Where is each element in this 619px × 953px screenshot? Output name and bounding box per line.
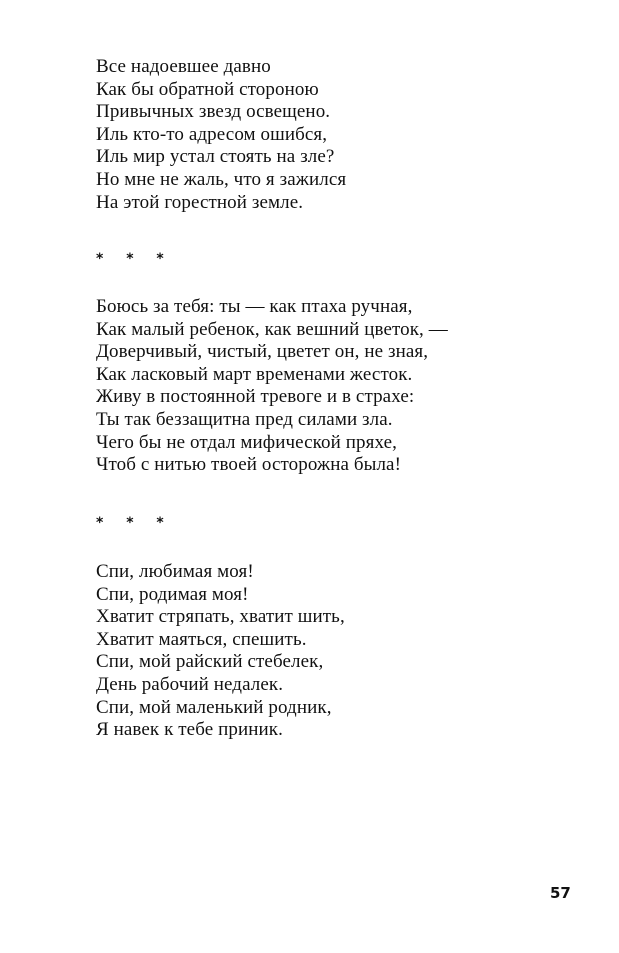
poem-line: Хватит стряпать, хватит шить, xyxy=(96,606,345,628)
poem-line: Чтоб с нитью твоей осторожна была! xyxy=(96,454,402,476)
poem-line: Иль кто-то адресом ошибся, xyxy=(96,123,328,145)
page-number: 57 xyxy=(550,884,571,902)
poem-line: Спи, мой маленький родник, xyxy=(96,696,332,718)
poem-line: Иль мир устал стоять на зле? xyxy=(96,146,335,168)
poem-line: День рабочий недалек. xyxy=(96,673,284,695)
poem-line: Спи, родимая моя! xyxy=(96,583,249,605)
poem-line: Спи, любимая моя! xyxy=(96,561,254,582)
poem-line: Все надоевшее давно xyxy=(96,56,271,77)
poem-line: Как малый ребенок, как вешний цветок, — xyxy=(96,318,448,340)
poem-2 xyxy=(96,296,448,477)
poem-line: Хватит маяться, спешить. xyxy=(96,628,307,650)
poem-line: Спи, мой райский стебелек, xyxy=(96,651,324,673)
poem-1 xyxy=(96,56,346,214)
poem-3 xyxy=(96,561,345,742)
poem-line: На этой горестной земле. xyxy=(96,191,304,213)
poem-line: Живу в постоянной тревоге и в страхе: xyxy=(96,386,415,408)
poem-line: Как ласковый март временами жесток. xyxy=(96,363,413,385)
poem-line: Я навек к тебе приник. xyxy=(96,719,283,741)
section-separator: * * * xyxy=(96,251,173,267)
poem-line: Но мне не жаль, что я зажился xyxy=(96,168,347,190)
poem-line: Привычных звезд освещено. xyxy=(96,101,331,123)
section-separator: * * * xyxy=(96,515,173,531)
poem-line: Ты так беззащитна пред силами зла. xyxy=(96,408,393,430)
poem-line: Чего бы не отдал мифической пряхе, xyxy=(96,431,397,453)
poem-line: Доверчивый, чистый, цветет он, не зная, xyxy=(96,341,429,363)
poem-line: Боюсь за тебя: ты — как птаха ручная, xyxy=(96,296,413,317)
poem-line: Как бы обратной стороною xyxy=(96,78,319,100)
